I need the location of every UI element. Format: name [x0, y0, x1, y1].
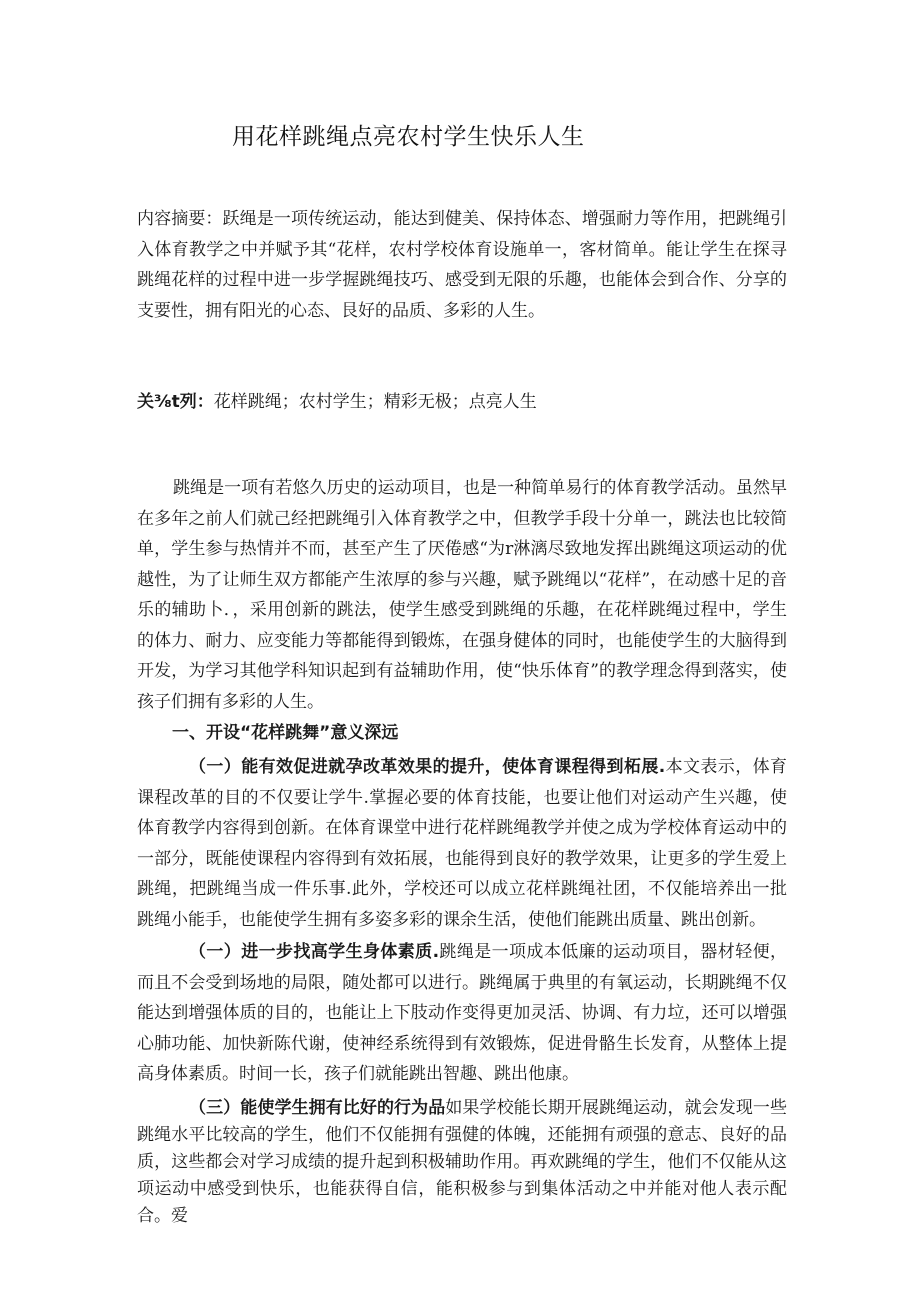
document-title: 用花样跳绳点亮农村学生快乐人生 — [232, 124, 585, 150]
keywords-line — [137, 387, 787, 417]
subsection-3-paragraph — [137, 1095, 787, 1230]
intro-paragraph: 跳绳是一项有若悠久历史的运动项目，也是一种简单易行的体育教学活动。虽然早在多年之前人们就己经把跳绳引入体育教学之中，但教学手段十分单一，跳法也比较简单，学生参与热情并不而，甚至产生了厌倦感“为r淋漓尽致地发挥出跳绳这项运动的优越性，为了让师生双方都能产生浓厚的参与兴趣，赋予跳绳以“花样”，在动感十足的音乐的辅助卜．，采用创新的跳法，使学生感受到跳绳的乐趣，在花样跳绳过程中，学生的体力、耐力、应变能力等都能得到锻炼，在强身健体的同时，也能使学生的大脑得到开发，为学习其他学科知识起到有益辅助作用，使“快乐体育”的教学理念得到落实，使孩子们拥有多彩的人生。 — [137, 478, 787, 712]
subsection-2-paragraph — [137, 937, 787, 1090]
subsection-3-text: 如果学校能长期开展跳绳运动，就会发现一些跳绳水平比较高的学生，他们不仅能拥有强健的体魄，还能拥有顽强的意志、良好的品质，这些都会对学习成绩的提升起到积极辅助作用。再欢跳绳的学生，他们不仅能从这项运动中感受到快乐，也能获得自信，能积极参与到集体活动之中并能对他人表示配合。爱 — [137, 1098, 788, 1226]
subsection-2-label: （一）进一步找高学生身体素质. — [189, 942, 440, 962]
subsection-1-text: 本文表示，体育课程改革的目的不仅要让学牛.掌握必要的体育技能，也要让他们对运动产生兴趣，使体育教学内容得到创新。在体育课堂中进行花样跳绳教学并使之成为学校体育运动中的一部分，既能使课程内容得到有效拓展，也能得到良好的教学效果，让更多的学生爱上跳绳，把跳绳当成一件乐事.此外，学校还可以成立花样跳绳社团，不仅能培养出一批跳绳小能手，也能使学生拥有多姿多彩的课余生活，使他们能跳出质量、跳出创新。 — [137, 757, 787, 930]
subsection-1-label: （一）能有效促进就孕改革效果的提升，使体育课程得到柘展. — [189, 757, 666, 777]
subsection-2-text: 跳绳是一项成本低廉的运动项目，器材轻便，而且不会受到场地的局限，随处都可以进行。跳绳属于典里的有氧运动，长期跳绳不仅能达到增强体质的目的，也能让上下肢动作变得更加灵活、协调、有力垃，还可以增强心肺功能、加快新陈代谢，使神经系统得到有效锻炼，促进骨骼生长发育，从整体上提高身体素质。时间一长，孩子们就能跳出智趣、跳出他康。 — [137, 942, 787, 1084]
keywords-label: 关⅜t列： — [137, 392, 214, 412]
section-heading: 一、开设“花样跳舞”意义深远 — [172, 723, 399, 743]
keywords-text: 花样跳绳；农村学生；精彩无极；点亮人生 — [213, 392, 537, 412]
abstract-paragraph: 内容摘要：跃绳是一项传统运动，能达到健美、保持体态、增强耐力等作用，把跳绳引入体育教学之中并赋予其“花样，农村学校体育设施单一，客材简单。能让学生在探寻跳绳花样的过程中进一步学握跳绳技巧、感受到无限的乐趣，也能体会到合作、分享的支要性，拥有阳光的心态、艮好的品质、多彩的人生。 — [137, 209, 787, 321]
subsection-3-label: （三）能使学生拥有比好的行为品 — [189, 1098, 446, 1118]
subsection-1-paragraph — [137, 752, 787, 935]
